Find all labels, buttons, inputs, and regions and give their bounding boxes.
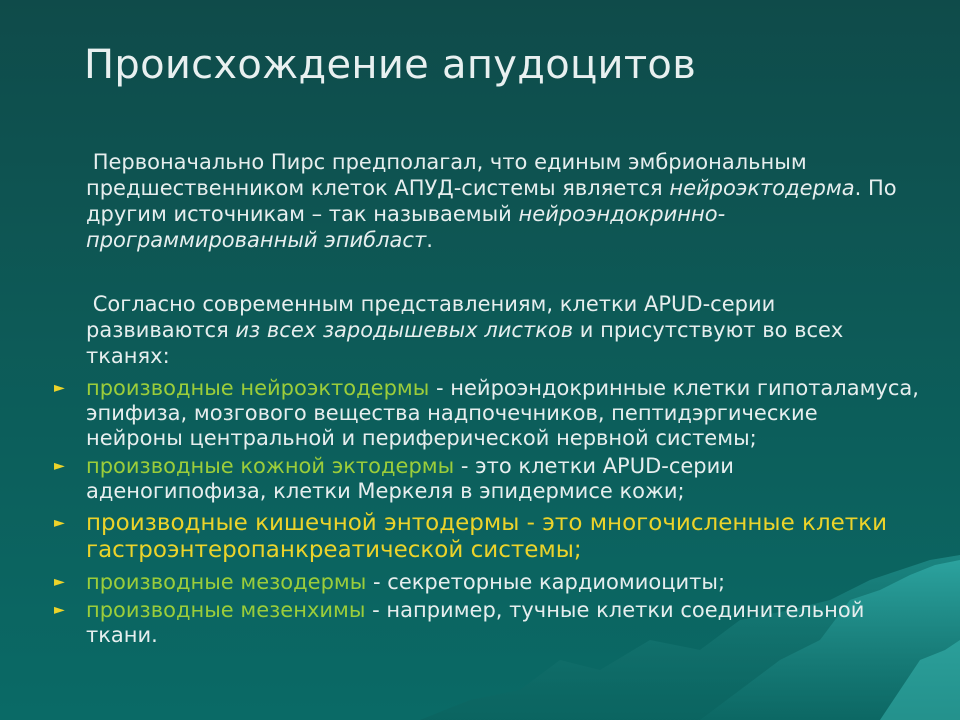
bullet-arrow-icon: ► bbox=[54, 574, 65, 590]
para1-italic-1: нейроэктодерма bbox=[669, 176, 855, 200]
paragraph-origin bbox=[86, 149, 906, 253]
bullet-text: - нейроэндокринные клетки гипоталамуса, эпифиза, мозгового вещества надпочечников, пептидэргические нейроны центральной и периферической нервной системы; bbox=[86, 376, 919, 450]
bullet-text: - это клетки APUD-серии аденогипофиза, клетки Меркеля в эпидермисе кожи; bbox=[86, 454, 734, 503]
para1-text-3: . bbox=[426, 228, 433, 252]
bullet-arrow-icon: ► bbox=[54, 380, 65, 396]
para2-text-1: Согласно современным представлениям, клетки APUD-серии развиваются bbox=[86, 292, 776, 342]
paragraph-modern-view bbox=[86, 291, 916, 369]
bullet-lead: производные мезодермы bbox=[86, 570, 367, 594]
para2-italic-1: из всех зародышевых листков bbox=[235, 318, 574, 342]
bullet-arrow-icon: ► bbox=[54, 458, 65, 474]
list-item bbox=[50, 510, 920, 564]
bullet-text: - например, тучные клетки соединительной ткани. bbox=[86, 598, 865, 647]
derivatives-list bbox=[50, 376, 920, 651]
para1-text-2: . По другим источникам – так называемый bbox=[86, 176, 897, 226]
list-item bbox=[50, 376, 920, 451]
list-item bbox=[50, 454, 920, 504]
para1-italic-2: нейроэндокринно-программированный эпибласт bbox=[86, 202, 726, 252]
bullet-arrow-icon: ► bbox=[54, 602, 65, 618]
bullet-lead: производные кожной эктодермы bbox=[86, 454, 455, 478]
slide-title: Происхождение апудоцитов bbox=[84, 42, 697, 88]
para2-text-2: и присутствуют во всех тканях: bbox=[86, 318, 844, 368]
bullet-text: - это многочисленные клетки гастроэнтеропанкреатической системы; bbox=[86, 510, 888, 563]
bullet-arrow-icon: ► bbox=[54, 515, 65, 531]
list-item bbox=[50, 570, 920, 595]
bullet-text: - секреторные кардиомиоциты; bbox=[366, 570, 726, 594]
list-item bbox=[50, 598, 920, 648]
bullet-lead: производные кишечной энтодермы bbox=[86, 510, 520, 536]
para1-text-1: Первоначально Пирс предполагал, что единым эмбриональным предшественником клеток АПУД-системы является bbox=[86, 150, 807, 200]
bullet-lead: производные мезенхимы bbox=[86, 598, 366, 622]
bullet-lead: производные нейроэктодермы bbox=[86, 376, 430, 400]
